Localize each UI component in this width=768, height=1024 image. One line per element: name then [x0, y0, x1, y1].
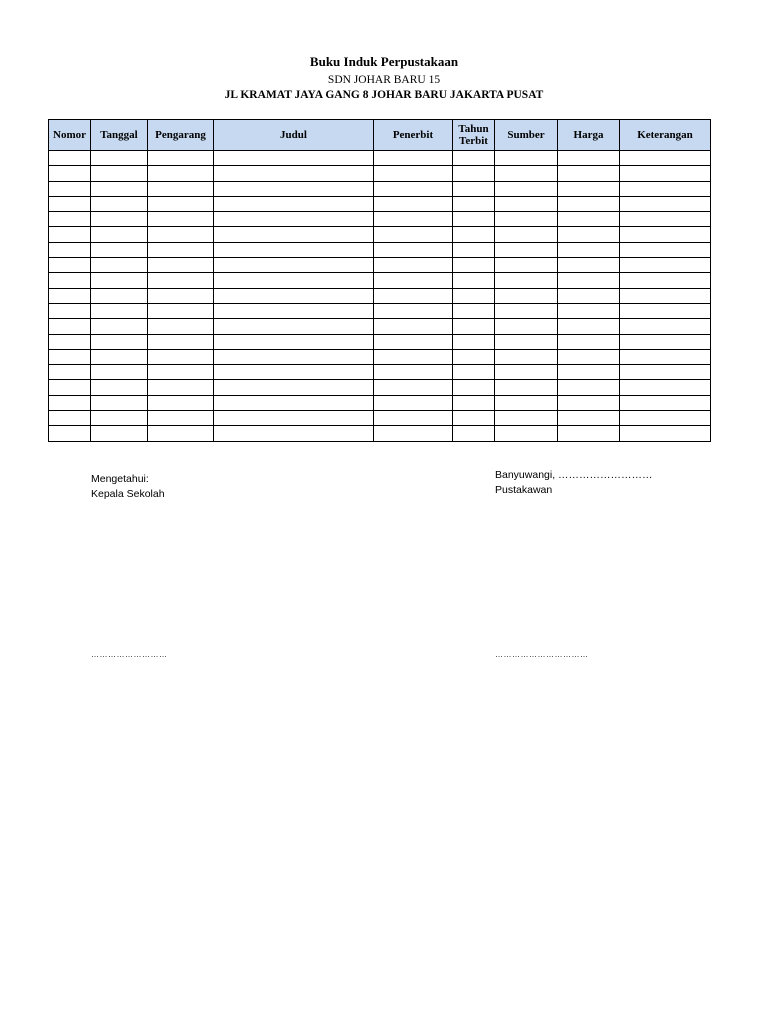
table-cell: [620, 212, 711, 227]
table-cell: [374, 273, 453, 288]
table-cell: [214, 349, 374, 364]
signature-block-headmaster: [91, 472, 165, 502]
table-cell: [558, 395, 620, 410]
table-cell: [558, 380, 620, 395]
table-cell: [495, 288, 558, 303]
table-cell: [558, 242, 620, 257]
table-cell: [495, 258, 558, 273]
table-cell: [49, 303, 91, 318]
table-cell: [558, 426, 620, 441]
table-cell: [495, 227, 558, 242]
table-cell: [495, 365, 558, 380]
acknowledged-label: Mengetahui:: [91, 473, 149, 485]
table-cell: [148, 151, 214, 166]
table-cell: [91, 181, 148, 196]
table-cell: [49, 181, 91, 196]
table-row: [49, 288, 711, 303]
table-row: [49, 395, 711, 410]
table-row: [49, 242, 711, 257]
table-row: [49, 303, 711, 318]
table-cell: [495, 181, 558, 196]
table-cell: [214, 196, 374, 211]
table-cell: [148, 395, 214, 410]
table-row: [49, 166, 711, 181]
table-cell: [148, 365, 214, 380]
table-cell: [214, 411, 374, 426]
table-cell: [49, 380, 91, 395]
table-cell: [558, 166, 620, 181]
table-row: [49, 196, 711, 211]
table-cell: [91, 166, 148, 181]
table-cell: [374, 426, 453, 441]
table-cell: [374, 196, 453, 211]
table-row: [49, 411, 711, 426]
table-cell: [495, 380, 558, 395]
table-cell: [495, 395, 558, 410]
table-cell: [558, 365, 620, 380]
table-cell: [49, 349, 91, 364]
table-cell: [374, 288, 453, 303]
table-cell: [453, 395, 495, 410]
table-cell: [214, 334, 374, 349]
table-cell: [214, 212, 374, 227]
table-cell: [214, 319, 374, 334]
table-cell: [620, 334, 711, 349]
table-cell: [495, 151, 558, 166]
table-cell: [214, 426, 374, 441]
table-cell: [49, 319, 91, 334]
table-cell: [374, 411, 453, 426]
table-header-row: [49, 120, 711, 151]
table-cell: [620, 395, 711, 410]
column-header-judul: Judul: [214, 120, 374, 151]
table-cell: [91, 411, 148, 426]
table-cell: [91, 349, 148, 364]
table-row: [49, 349, 711, 364]
table-cell: [148, 273, 214, 288]
table-cell: [148, 288, 214, 303]
table-cell: [453, 411, 495, 426]
table-cell: [558, 273, 620, 288]
table-cell: [214, 288, 374, 303]
table-cell: [91, 258, 148, 273]
table-cell: [495, 303, 558, 318]
table-cell: [620, 181, 711, 196]
table-cell: [374, 303, 453, 318]
column-header-nomor: Nomor: [49, 120, 91, 151]
table-cell: [49, 242, 91, 257]
table-cell: [148, 334, 214, 349]
table-cell: [214, 181, 374, 196]
table-cell: [91, 365, 148, 380]
table-cell: [374, 319, 453, 334]
table-cell: [374, 181, 453, 196]
book-ledger-table: [48, 119, 711, 442]
table-cell: [148, 319, 214, 334]
table-cell: [558, 334, 620, 349]
table-row: [49, 380, 711, 395]
table-cell: [558, 196, 620, 211]
table-cell: [620, 227, 711, 242]
table-cell: [558, 349, 620, 364]
table-cell: [49, 365, 91, 380]
table-cell: [558, 288, 620, 303]
table-cell: [148, 166, 214, 181]
table-cell: [49, 196, 91, 211]
table-cell: [620, 319, 711, 334]
table-cell: [49, 212, 91, 227]
table-cell: [374, 212, 453, 227]
table-cell: [558, 411, 620, 426]
table-cell: [49, 166, 91, 181]
table-cell: [214, 303, 374, 318]
table-cell: [91, 288, 148, 303]
table-cell: [495, 319, 558, 334]
place-date-line: Banyuwangi, ………………………: [495, 469, 653, 481]
table-cell: [620, 258, 711, 273]
table-cell: [620, 380, 711, 395]
table-cell: [558, 227, 620, 242]
table-cell: [148, 181, 214, 196]
table-cell: [374, 365, 453, 380]
table-cell: [453, 319, 495, 334]
table-cell: [495, 196, 558, 211]
table-cell: [148, 349, 214, 364]
table-row: [49, 365, 711, 380]
librarian-signature-line: ……………………………: [495, 650, 589, 659]
table-cell: [148, 212, 214, 227]
document-title: Buku Induk Perpustakaan: [309, 54, 459, 69]
table-cell: [495, 273, 558, 288]
table-cell: [374, 349, 453, 364]
table-cell: [558, 212, 620, 227]
table-cell: [453, 273, 495, 288]
table-cell: [620, 166, 711, 181]
table-body: [49, 151, 711, 442]
table-cell: [495, 166, 558, 181]
table-cell: [620, 365, 711, 380]
table-row: [49, 227, 711, 242]
table-cell: [49, 334, 91, 349]
table-cell: [453, 166, 495, 181]
table-cell: [49, 395, 91, 410]
table-cell: [148, 380, 214, 395]
table-cell: [558, 319, 620, 334]
table-cell: [620, 151, 711, 166]
table-cell: [374, 227, 453, 242]
table-cell: [214, 227, 374, 242]
headmaster-signature-line: ………………………: [91, 650, 168, 659]
table-cell: [453, 365, 495, 380]
table-cell: [453, 288, 495, 303]
table-cell: [49, 426, 91, 441]
column-header-harga: Harga: [558, 120, 620, 151]
table-cell: [453, 258, 495, 273]
table-cell: [620, 303, 711, 318]
table-cell: [453, 334, 495, 349]
table-cell: [91, 334, 148, 349]
table-cell: [495, 349, 558, 364]
table-row: [49, 151, 711, 166]
table-cell: [620, 288, 711, 303]
table-cell: [91, 196, 148, 211]
table-cell: [374, 395, 453, 410]
table-cell: [148, 227, 214, 242]
table-cell: [453, 212, 495, 227]
table-row: [49, 426, 711, 441]
table-cell: [453, 227, 495, 242]
table-cell: [214, 380, 374, 395]
table-cell: [214, 166, 374, 181]
table-cell: [495, 242, 558, 257]
table-cell: [374, 334, 453, 349]
table-cell: [49, 288, 91, 303]
table-cell: [214, 273, 374, 288]
table-cell: [495, 411, 558, 426]
table-cell: [49, 151, 91, 166]
table-cell: [558, 151, 620, 166]
table-cell: [91, 273, 148, 288]
table-row: [49, 258, 711, 273]
table-cell: [214, 151, 374, 166]
table-cell: [91, 242, 148, 257]
table-cell: [453, 380, 495, 395]
table-row: [49, 334, 711, 349]
table-cell: [91, 212, 148, 227]
table-cell: [91, 151, 148, 166]
table-row: [49, 319, 711, 334]
table-row: [49, 181, 711, 196]
table-cell: [374, 258, 453, 273]
librarian-label: Pustakawan: [495, 484, 553, 496]
table-cell: [453, 242, 495, 257]
headmaster-label: Kepala Sekolah: [91, 488, 165, 500]
table-cell: [453, 349, 495, 364]
table-cell: [148, 196, 214, 211]
table-cell: [453, 151, 495, 166]
column-header-pengarang: Pengarang: [148, 120, 214, 151]
table-cell: [374, 151, 453, 166]
table-cell: [453, 426, 495, 441]
table-cell: [453, 196, 495, 211]
table-cell: [148, 426, 214, 441]
signature-block-librarian: [495, 468, 653, 498]
table-cell: [91, 227, 148, 242]
table-cell: [453, 303, 495, 318]
table-cell: [620, 242, 711, 257]
table-cell: [620, 411, 711, 426]
table-cell: [453, 181, 495, 196]
column-header-sumber: Sumber: [495, 120, 558, 151]
column-header-tanggal: Tanggal: [91, 120, 148, 151]
table-cell: [148, 258, 214, 273]
table-cell: [49, 258, 91, 273]
table-cell: [558, 181, 620, 196]
table-cell: [374, 242, 453, 257]
table-cell: [49, 411, 91, 426]
table-cell: [214, 365, 374, 380]
table-cell: [148, 242, 214, 257]
table-cell: [49, 273, 91, 288]
table-cell: [214, 395, 374, 410]
school-address: JL KRAMAT JAYA GANG 8 JOHAR BARU JAKARTA PUSAT: [224, 89, 544, 101]
column-header-penerbit: Penerbit: [374, 120, 453, 151]
table-cell: [620, 349, 711, 364]
table-cell: [620, 273, 711, 288]
table-cell: [374, 380, 453, 395]
table-cell: [495, 334, 558, 349]
table-cell: [148, 411, 214, 426]
column-header-tahun-terbit: Tahun Terbit: [453, 120, 495, 151]
table-cell: [495, 212, 558, 227]
table-row: [49, 273, 711, 288]
table-cell: [374, 166, 453, 181]
table-cell: [91, 319, 148, 334]
table-cell: [214, 258, 374, 273]
table-cell: [495, 426, 558, 441]
table-cell: [214, 242, 374, 257]
table-cell: [558, 303, 620, 318]
table-cell: [558, 258, 620, 273]
column-header-keterangan: Keterangan: [620, 120, 711, 151]
table-cell: [620, 426, 711, 441]
table-cell: [91, 380, 148, 395]
table-cell: [620, 196, 711, 211]
table-cell: [148, 303, 214, 318]
table-row: [49, 212, 711, 227]
school-name: SDN JOHAR BARU 15: [327, 74, 441, 86]
table-cell: [49, 227, 91, 242]
table-cell: [91, 395, 148, 410]
table-cell: [91, 426, 148, 441]
table-cell: [91, 303, 148, 318]
